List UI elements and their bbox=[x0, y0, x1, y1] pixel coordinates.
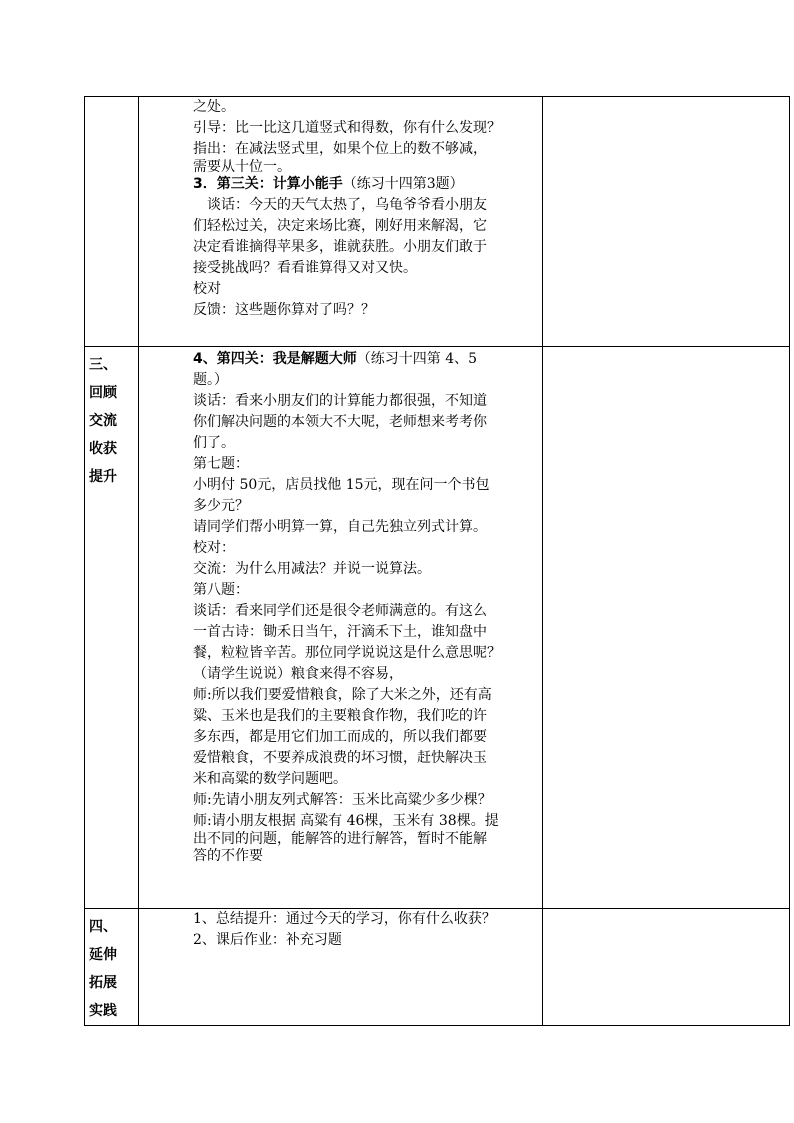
content-cell bbox=[139, 909, 543, 1026]
text-line: 餐，粒粒皆辛苦。那位同学说说这是什么意思呢？ bbox=[193, 645, 501, 661]
text-line: 引导：比一比这几道竖式和得数，你有什么发现？ bbox=[193, 120, 501, 136]
table-row bbox=[85, 347, 790, 909]
notes-cell bbox=[543, 909, 790, 1026]
stage-label: 三、 回顾 交流 收获 提升 bbox=[89, 357, 117, 485]
text-line: 反馈：这些题你算对了吗？？ bbox=[193, 302, 375, 318]
text-line: 1、总结提升：通过今天的学习，你有什么收获？ bbox=[193, 911, 496, 927]
section-heading bbox=[193, 174, 542, 195]
text-line: 们了。 bbox=[193, 435, 235, 451]
text-line: （请学生说说）粮食来得不容易， bbox=[193, 666, 403, 682]
text-line: 爱惜粮食，不要养成浪费的坏习惯，赶快解决玉 bbox=[193, 750, 487, 766]
text-line: 们轻松过关，决定来场比赛，刚好用来解渴，它 bbox=[193, 218, 487, 234]
text-line: 出不同的问题，能解答的进行解答，暂时不能解 bbox=[193, 831, 487, 847]
text-line: 交流：为什么用减法？并说一说算法。 bbox=[193, 561, 431, 577]
text-line: 需要从十位一。 bbox=[193, 159, 291, 175]
stage-cell bbox=[85, 97, 139, 347]
heading-rest: （练习十四第 4、5 bbox=[356, 351, 478, 367]
lesson-plan-table bbox=[84, 96, 790, 1026]
table-row bbox=[85, 909, 790, 1026]
text-line: 多少元？ bbox=[193, 498, 249, 514]
text-line: 多东西，都是用它们加工而成的，所以我们都要 bbox=[193, 729, 487, 745]
notes-cell bbox=[543, 97, 790, 347]
heading-bold: 4、第四关：我是解题大师 bbox=[193, 351, 357, 367]
text-line: 师:请小朋友根据 高粱有 46棵，玉米有 38棵。提 bbox=[193, 813, 499, 829]
text-line: 题。） bbox=[193, 372, 228, 388]
notes-cell bbox=[543, 347, 790, 909]
text-line: 校对 bbox=[193, 281, 221, 297]
text-line: 一首古诗：锄禾日当午，汗滴禾下土，谁知盘中 bbox=[193, 624, 487, 640]
heading-bold: 3．第三关：计算小能手 bbox=[193, 176, 343, 192]
stage-cell bbox=[85, 347, 139, 909]
text-line: 之处。 bbox=[193, 99, 235, 115]
text-line: 谈话：看来同学们还是很令老师满意的。有这么 bbox=[193, 603, 487, 619]
text-line: 师:先请小朋友列式解答：玉米比高粱少多少棵？ bbox=[193, 792, 492, 808]
text-line: 指出：在减法竖式里，如果个位上的数不够减， bbox=[193, 141, 487, 157]
content-cell bbox=[139, 347, 543, 909]
text-line: 粱、玉米也是我们的主要粮食作物，我们吃的许 bbox=[193, 708, 487, 724]
text-line: 第七题： bbox=[193, 456, 249, 472]
content-cell bbox=[139, 97, 543, 347]
table-row bbox=[85, 97, 790, 347]
text-line: 谈话：看来小朋友们的计算能力都很强，不知道 bbox=[193, 393, 487, 409]
stage-cell bbox=[85, 909, 139, 1026]
heading-rest: （练习十四第3题） bbox=[342, 176, 464, 192]
text-line: 小明付 50元，店员找他 15元，现在问一个书包 bbox=[193, 477, 490, 493]
stage-label: 四、 延伸 拓展 实践 bbox=[89, 919, 117, 1019]
text-line: 校对： bbox=[193, 540, 235, 556]
text-line: 师:所以我们要爱惜粮食，除了大米之外，还有高 bbox=[193, 687, 492, 703]
text-line: 谈话：今天的天气太热了，乌龟爷爷看小朋友 bbox=[207, 197, 487, 213]
text-line: 米和高粱的数学问题吧。 bbox=[193, 771, 347, 787]
text-line: 2、课后作业：补充习题 bbox=[193, 932, 342, 948]
section-heading bbox=[193, 349, 542, 370]
text-line: 请同学们帮小明算一算，自己先独立列式计算。 bbox=[193, 519, 487, 535]
text-line: 接受挑战吗？看看谁算得又对又快。 bbox=[193, 260, 417, 276]
text-line: 决定看谁摘得苹果多，谁就获胜。小朋友们敢于 bbox=[193, 239, 487, 255]
text-line: 你们解决问题的本领大不大呢，老师想来考考你 bbox=[193, 414, 487, 430]
text-line: 第八题： bbox=[193, 582, 249, 598]
text-line: 答的不作要 bbox=[193, 848, 263, 864]
